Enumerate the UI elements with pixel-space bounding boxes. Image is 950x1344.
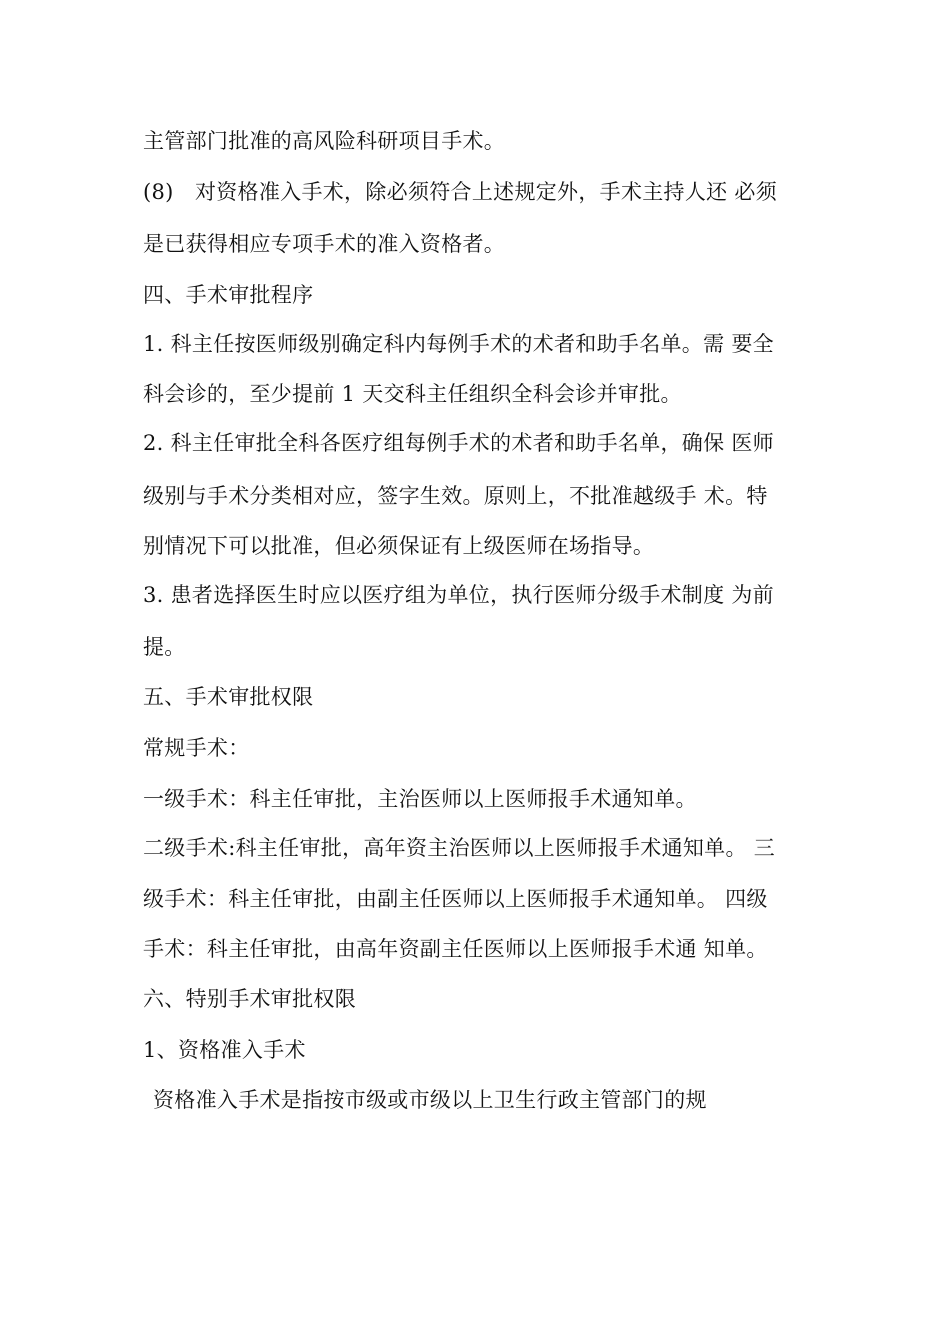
paragraph-line: 2. 科主任审批全科各医疗组每例手术的术者和助手名单，确保 医师	[143, 431, 774, 455]
paragraph-line: 常规手术：	[143, 736, 250, 760]
paragraph-line: 一级手术：科主任审批，主治医师以上医师报手术通知单。	[143, 787, 697, 811]
paragraph-line: 科会诊的，至少提前 1 天交科主任组织全科会诊并审批。	[143, 382, 682, 406]
paragraph-line: 二级手术:科主任审批，高年资主治医师以上医师报手术通知单。 三	[143, 836, 776, 860]
paragraph-line: 是已获得相应专项手术的准入资格者。	[143, 232, 506, 256]
paragraph-line: 手术：科主任审批，由高年资副主任医师以上医师报手术通 知单。	[143, 937, 768, 961]
paragraph-line: 资格准入手术是指按市级或市级以上卫生行政主管部门的规	[153, 1088, 707, 1112]
paragraph-line: 提。	[143, 635, 186, 659]
paragraph-line: 1. 科主任按医师级别确定科内每例手术的术者和助手名单。需 要全	[143, 332, 774, 356]
paragraph-line: 主管部门批准的高风险科研项目手术。	[143, 129, 506, 153]
subsection-heading: 1、资格准入手术	[143, 1038, 306, 1062]
section-heading: 五、手术审批权限	[143, 685, 314, 709]
section-heading: 四、手术审批程序	[143, 283, 314, 307]
paragraph-line: (8) 对资格准入手术，除必须符合上述规定外，手术主持人还 必须	[143, 180, 778, 204]
section-heading: 六、特别手术审批权限	[143, 987, 356, 1011]
paragraph-line: 别情况下可以批准，但必须保证有上级医师在场指导。	[143, 534, 655, 558]
paragraph-line: 级别与手术分类相对应，签字生效。原则上，不批准越级手 术。特	[143, 484, 768, 508]
paragraph-line: 3. 患者选择医生时应以医疗组为单位，执行医师分级手术制度 为前	[143, 583, 774, 607]
paragraph-line: 级手术：科主任审批，由副主任医师以上医师报手术通知单。 四级	[143, 887, 768, 911]
